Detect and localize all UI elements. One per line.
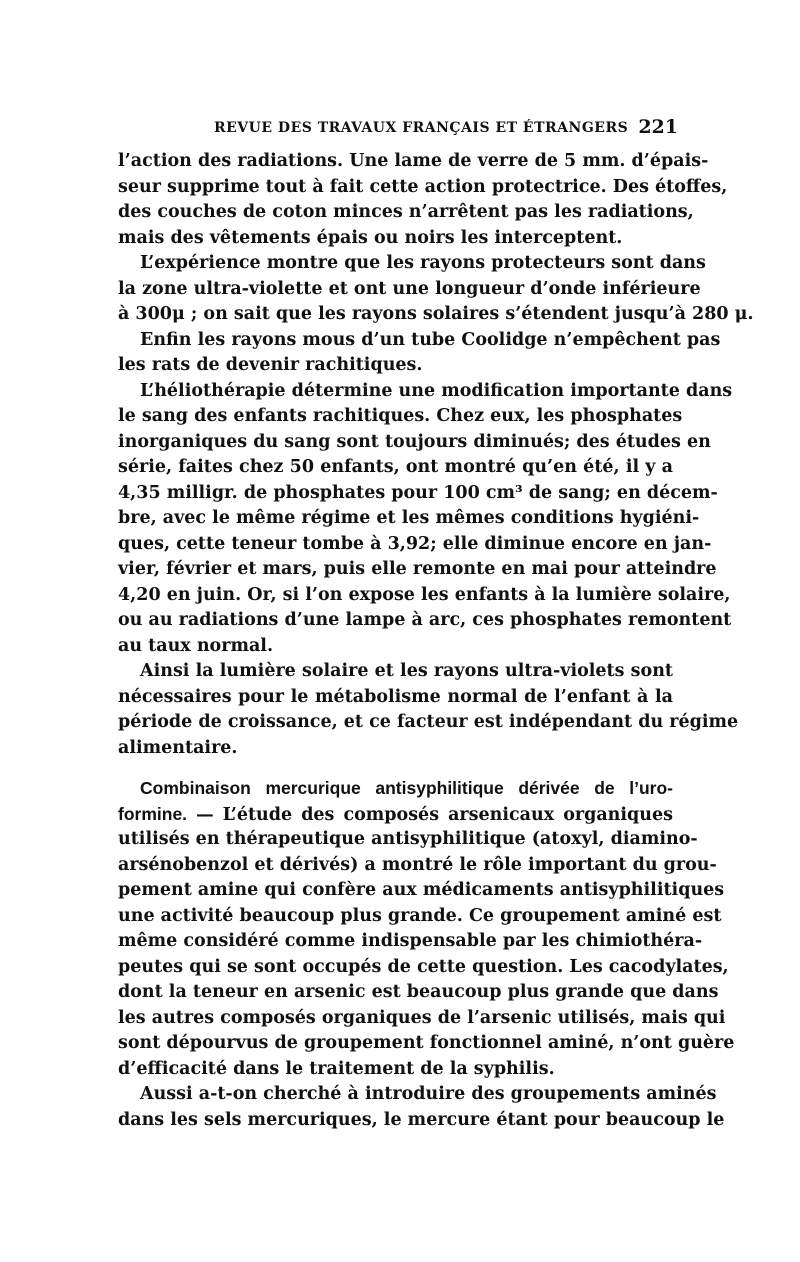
text-line: arsénobenzol et dérivés) a montré le rôle important du grou- <box>118 854 717 875</box>
text-line: nécessaires pour le métabolisme normal de l’enfant à la <box>118 686 673 707</box>
text-line: dans les sels mercuriques, le mercure étant pour beaucoup le <box>118 1109 725 1130</box>
text-line: inorganiques du sang sont toujours diminués; des études en <box>118 431 711 452</box>
page-number: 221 <box>638 116 678 138</box>
text-line: les rats de devenir rachitiques. <box>118 355 423 375</box>
text-line: mais des vêtements épais ou noirs les interceptent. <box>118 227 623 248</box>
text-line: 4,35 milligr. de phosphates pour 100 cm³ de sang; en décem- <box>118 482 718 503</box>
text-line: des couches de coton minces n’arrêtent pas les radiations, <box>118 202 694 222</box>
text-line: le sang des enfants rachitiques. Chez eux, les phosphates <box>118 406 683 426</box>
text-line: utilisés en thérapeutique antisyphilitique (atoxyl, diamino- <box>118 829 698 849</box>
text-line: bre, avec le même régime et les mêmes conditions hygiéni- <box>118 508 700 528</box>
text-line: seur supprime tout à fait cette action protectrice. Des étoffes, <box>118 176 728 197</box>
text-line: 4,20 en juin. Or, si l’on expose les enfants à la lumière solaire, <box>118 584 731 605</box>
text-line: ques, cette teneur tombe à 3,92; elle diminue encore en jan- <box>118 533 712 554</box>
text-line: une activité beaucoup plus grande. Ce groupement aminé est <box>118 905 722 926</box>
text-line <box>118 802 673 828</box>
text-line: alimentaire. <box>118 737 238 758</box>
section-spacer <box>118 761 673 776</box>
text-line: Enfin les rayons mous d’un tube Coolidge n’empêchent pas <box>140 329 721 350</box>
running-head <box>118 116 678 138</box>
text-line: d’efficacité dans le traitement de la syphilis. <box>118 1058 555 1079</box>
text-line: dont la teneur en arsenic est beaucoup plus grande que dans <box>118 982 719 1002</box>
text-line: L’héliothérapie détermine une modification importante dans <box>140 380 733 401</box>
text-line: ou au radiations d’une lampe à arc, ces phosphates remontent <box>118 610 732 630</box>
text-line: vier, février et mars, puis elle remonte en mai pour atteindre <box>118 559 717 579</box>
section-title-end: formine. <box>118 803 188 824</box>
text-line: pement amine qui confère aux médicaments antisyphilitiques <box>118 880 725 900</box>
text-line: sont dépourvus de groupement fonctionnel aminé, n’ont guère <box>118 1033 735 1053</box>
text-line: les autres composés organiques de l’arsenic utilisés, mais qui <box>118 1007 726 1028</box>
text-line: série, faites chez 50 enfants, ont montré qu’en été, il y a <box>118 457 673 477</box>
text-line: peutes qui se sont occupés de cette question. Les cacodylates, <box>118 956 729 977</box>
section-title: Combinaison mercurique antisyphilitique dérivée de l’uro- <box>140 778 673 798</box>
text-line: Aussi a-t-on cherché à introduire des groupements aminés <box>140 1084 717 1104</box>
text-line: la zone ultra-violette et ont une longueur d’onde inférieure <box>118 278 701 299</box>
running-title: REVUE DES TRAVAUX FRANÇAIS ET ÉTRANGERS <box>214 120 629 136</box>
text-line: Ainsi la lumière solaire et les rayons ultra-violets sont <box>140 661 673 681</box>
body-text <box>118 149 754 1133</box>
text-line: L’expérience montre que les rayons protecteurs sont dans <box>140 253 706 273</box>
section-intro: — L’étude des composés arsenicaux organiques <box>187 804 673 825</box>
text-line: l’action des radiations. Une lame de verre de 5 mm. d’épais- <box>118 151 709 171</box>
text-line: période de croissance, et ce facteur est indépendant du régime <box>118 712 739 732</box>
text-line: à 300μ ; on sait que les rayons solaires s’étendent jusqu’à 280 μ. <box>118 304 754 324</box>
text-line: au taux normal. <box>118 635 274 656</box>
text-line: même considéré comme indispensable par les chimiothéra- <box>118 931 703 951</box>
section-heading <box>118 776 673 802</box>
